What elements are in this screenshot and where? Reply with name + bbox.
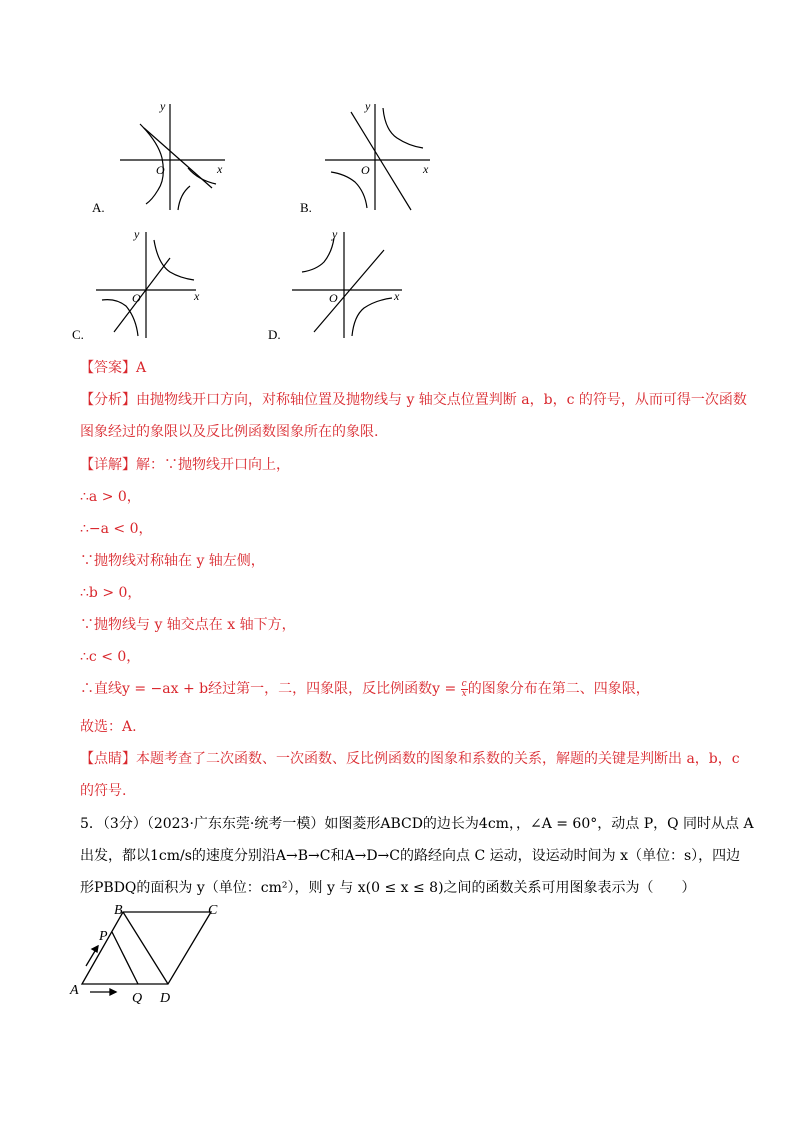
detail-line-1: 【详解】解：∵抛物线开口向上， bbox=[80, 457, 290, 473]
point-p-label: P bbox=[99, 929, 108, 944]
option-d-x-label: x bbox=[394, 289, 400, 303]
detail-line-8 bbox=[80, 678, 650, 699]
point-b-label: B bbox=[114, 903, 123, 918]
option-b-label: B. bbox=[300, 200, 312, 215]
option-c-graph bbox=[96, 228, 206, 340]
option-d-origin-label: O bbox=[329, 291, 338, 305]
point-q-label: Q bbox=[132, 991, 143, 1006]
question5-line-3: 形PBDQ的面积为 y（单位：cm²），则 y 与 x(0 ≤ x ≤ 8)之间的函数关系可用图象表示为（ ） bbox=[80, 880, 696, 896]
inverse-fraction bbox=[461, 680, 468, 699]
option-c-label: C. bbox=[72, 327, 84, 342]
option-c-origin-label: O bbox=[132, 291, 141, 305]
analysis-line-2: 图象经过的象限以及反比例函数图象所在的象限. bbox=[80, 424, 379, 440]
option-a-label: A. bbox=[92, 200, 105, 215]
analysis-line-1: 【分析】由抛物线开口方向，对称轴位置及抛物线与 y 轴交点位置判断 a，b，c 的符号，从而可得一次函数 bbox=[80, 392, 747, 408]
option-b-x-label: x bbox=[423, 162, 429, 176]
option-b-graph bbox=[325, 98, 435, 214]
comment-line-2: 的符号. bbox=[80, 783, 127, 799]
detail-line-8-end: 的图象分布在第二、四象限， bbox=[467, 681, 650, 697]
option-d-graph bbox=[292, 228, 407, 340]
rhombus-figure bbox=[68, 898, 248, 1008]
option-b-origin-label: O bbox=[361, 163, 370, 177]
fraction-numerator: c bbox=[461, 678, 467, 689]
detail-line-3: ∴−a < 0， bbox=[80, 521, 153, 537]
detail-line-4: ∵抛物线对称轴在 y 轴左侧， bbox=[80, 553, 265, 569]
option-d-y-label: y bbox=[332, 228, 338, 241]
point-d-label: D bbox=[160, 991, 171, 1006]
option-a-origin-label: O bbox=[156, 163, 165, 177]
answer-line: 【答案】A bbox=[80, 360, 147, 376]
arrow-ap-head bbox=[92, 946, 98, 952]
comment-line-1: 【点睛】本题考查了二次函数、一次函数、反比例函数的图象和系数的关系，解题的关键是判断出 a，b，c bbox=[80, 751, 740, 767]
option-a-y-label: y bbox=[160, 99, 166, 113]
diagonal-bd bbox=[123, 912, 168, 984]
arrow-aq-head bbox=[110, 989, 116, 995]
detail-line-6: ∵抛物线与 y 轴交点在 x 轴下方， bbox=[80, 617, 296, 633]
option-b-y-label: y bbox=[365, 99, 371, 113]
question5-line-2: 出发，都以1cm/s的速度分别沿A→B→C和A→D→C的路经向点 C 运动，设运动时间为 x（单位：s），四边 bbox=[80, 848, 741, 864]
option-a-graph bbox=[120, 98, 230, 214]
point-c-label: C bbox=[208, 903, 218, 918]
option-d-label: D. bbox=[268, 327, 281, 342]
question5-line-1: 5．（3分）（2023·广东东莞·统考一模）如图菱形ABCD的边长为4cm，，∠A = 60°，动点 P，Q 同时从点 A bbox=[80, 816, 754, 832]
fraction-denominator: x bbox=[461, 688, 467, 699]
option-c-x-label: x bbox=[194, 289, 200, 303]
option-c-y-label: y bbox=[134, 228, 140, 241]
detail-line-9: 故选：A. bbox=[80, 719, 137, 735]
rhombus-outline bbox=[82, 912, 211, 984]
point-a-label: A bbox=[70, 983, 79, 998]
detail-line-7: ∴c < 0， bbox=[80, 649, 141, 665]
detail-line-2: ∴a > 0， bbox=[80, 489, 141, 505]
detail-line-5: ∴b > 0， bbox=[80, 585, 142, 601]
detail-line-8-start: ∴直线y = −ax + b经过第一，二，四象限，反比例函数y = bbox=[80, 681, 461, 697]
segment-pq bbox=[112, 932, 138, 984]
option-a-x-label: x bbox=[217, 162, 223, 176]
